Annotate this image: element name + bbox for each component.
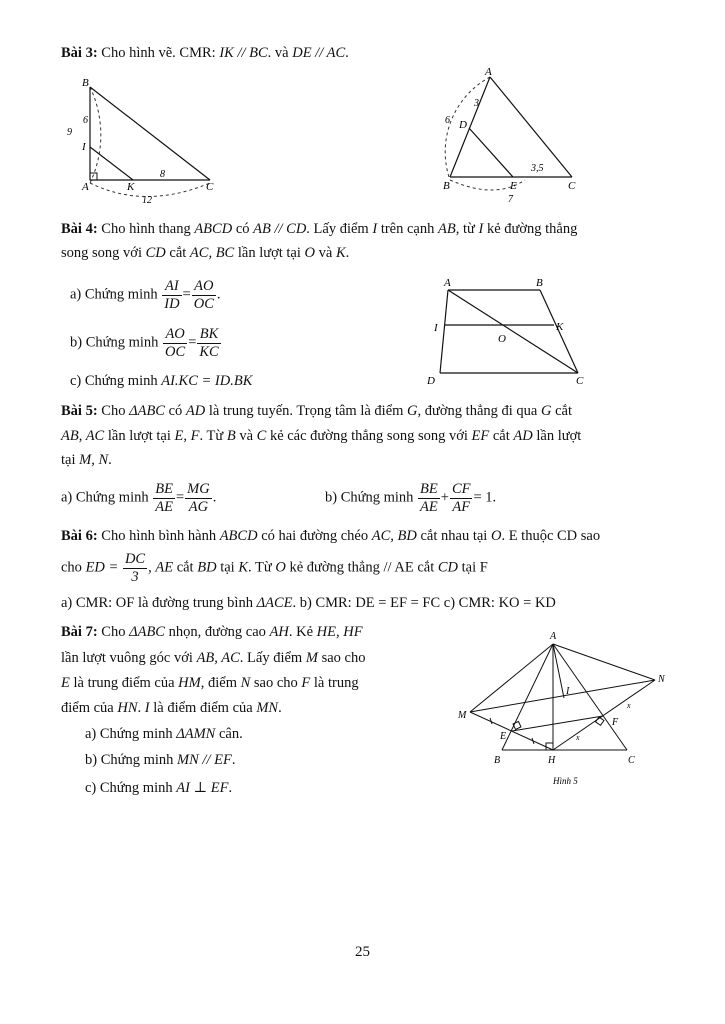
label-B: B — [536, 277, 543, 289]
label-A: A — [550, 631, 557, 642]
label-A: A — [82, 181, 89, 193]
label-E: E — [510, 180, 517, 192]
bai4-part-b: b) Chứng minh $\frac{AO}{OC}$ = $\frac{BK}{KC}$ — [70, 326, 219, 360]
bai7-part-c: c) Chứng minh AI ⊥ EF. — [85, 780, 233, 796]
bai4-part-c: c) Chứng minh AI.KC = ID.BK — [70, 373, 253, 389]
label-A: A — [485, 66, 492, 78]
label-7: 7 — [508, 194, 513, 205]
label-C: C — [576, 375, 584, 387]
page-number: 25 — [355, 944, 370, 960]
label-C: C — [206, 181, 214, 193]
bai5-part-a: a) Chứng minh $\frac{BE}{AE}$ = $\frac{MG}{AG}$ . — [61, 481, 217, 515]
label-D: D — [459, 119, 467, 131]
label-6: 6 — [83, 115, 88, 126]
bai6-line-3: a) CMR: OF là đường trung bình ΔACE. b) CMR: DE = EF = FC c) CMR: KO = KD — [61, 595, 556, 611]
bai4-figure — [418, 275, 598, 390]
label-3-5: 3,5 — [531, 163, 544, 174]
label-F: F — [612, 717, 619, 728]
label-N: N — [658, 674, 665, 685]
label-H: H — [548, 755, 556, 766]
label-D: D — [427, 375, 435, 387]
bai7-part-a: a) Chứng minh ΔAMN cân. — [85, 726, 243, 742]
bai7-line-4: điểm của HN. I là điểm điểm của MN. — [61, 700, 282, 716]
bai5-line-2: AB, AC lần lượt tại E, F. Từ B và C kẻ các đường thẳng song song với EF cắt AD lần lượt — [61, 428, 582, 444]
bai6-line-1: Bài 6: Cho hình bình hành ABCD có hai đường chéo AC, BD cắt nhau tại O. E thuộc CD sao — [61, 528, 601, 544]
svg-text:x: x — [576, 733, 580, 742]
bai5-part-b: b) Chứng minh $\frac{BE}{AE}$ + $\frac{CF}{AF}$ = 1. — [325, 481, 497, 515]
bai4-line-1: Bài 4: Cho hình thang ABCD có AB // CD. Lấy điểm I trên cạnh AB, từ I kẻ đường thẳng — [61, 221, 578, 237]
label-I: I — [566, 686, 570, 697]
bai4-part-a: a) Chứng minh $\frac{AI}{ID}$ = $\frac{AO}{OC}$ . — [70, 278, 221, 312]
label-M: M — [458, 710, 467, 721]
bai7-line-3: E là trung điểm của HM, điểm N sao cho F là trung — [61, 675, 359, 691]
bai6-line-2: cho ED = $\frac{DC}{3}$ , AE cắt BD tại K. Từ O kẻ đường thẳng // AE cắt CD tại F — [61, 551, 488, 585]
bai7-part-b: b) Chứng minh MN // EF. — [85, 752, 236, 768]
label-12: 12 — [142, 195, 152, 206]
label-K: K — [127, 181, 135, 193]
label-8: 8 — [160, 169, 165, 180]
bai3-figure-1 — [60, 70, 230, 210]
label-E: E — [500, 731, 507, 742]
bai3-heading: Bài 3: Cho hình vẽ. CMR: IK // BC. và DE // AC. — [61, 45, 349, 61]
label-9: 9 — [67, 127, 72, 138]
label-6: 6 — [445, 115, 450, 126]
label-A: A — [444, 277, 451, 289]
bai7-line-1: Bài 7: Cho ΔABC nhọn, đường cao AH. Kẻ HE, HF — [61, 624, 363, 640]
label-B: B — [494, 755, 501, 766]
bai7-line-2: lần lượt vuông góc với AB, AC. Lấy điểm M sao cho — [61, 650, 366, 666]
label-O: O — [498, 333, 506, 345]
arc-left — [90, 87, 101, 183]
bai3-figure-2 — [435, 65, 595, 210]
label-K: K — [556, 321, 564, 333]
bai3-label: Bài 3: — [61, 45, 98, 61]
bai5-line-3: tại M, N. — [61, 452, 112, 468]
label-B: B — [82, 77, 89, 89]
label-I: I — [434, 322, 438, 334]
bai5-line-1: Bài 5: Cho ΔABC có AD là trung tuyến. Trọng tâm là điểm G, đường thẳng đi qua G cắt — [61, 403, 573, 419]
bai4-line-2: song song với CD cắt AC, BC lần lượt tại O và K. — [61, 245, 350, 261]
label-B: B — [443, 180, 450, 192]
label-3: 3 — [474, 98, 479, 109]
label-C: C — [628, 755, 635, 766]
bai7-figure — [452, 628, 677, 793]
label-I: I — [82, 141, 86, 153]
label-C: C — [568, 180, 576, 192]
svg-text:x: x — [627, 701, 631, 710]
figure-caption: Hình 5 — [553, 776, 578, 786]
